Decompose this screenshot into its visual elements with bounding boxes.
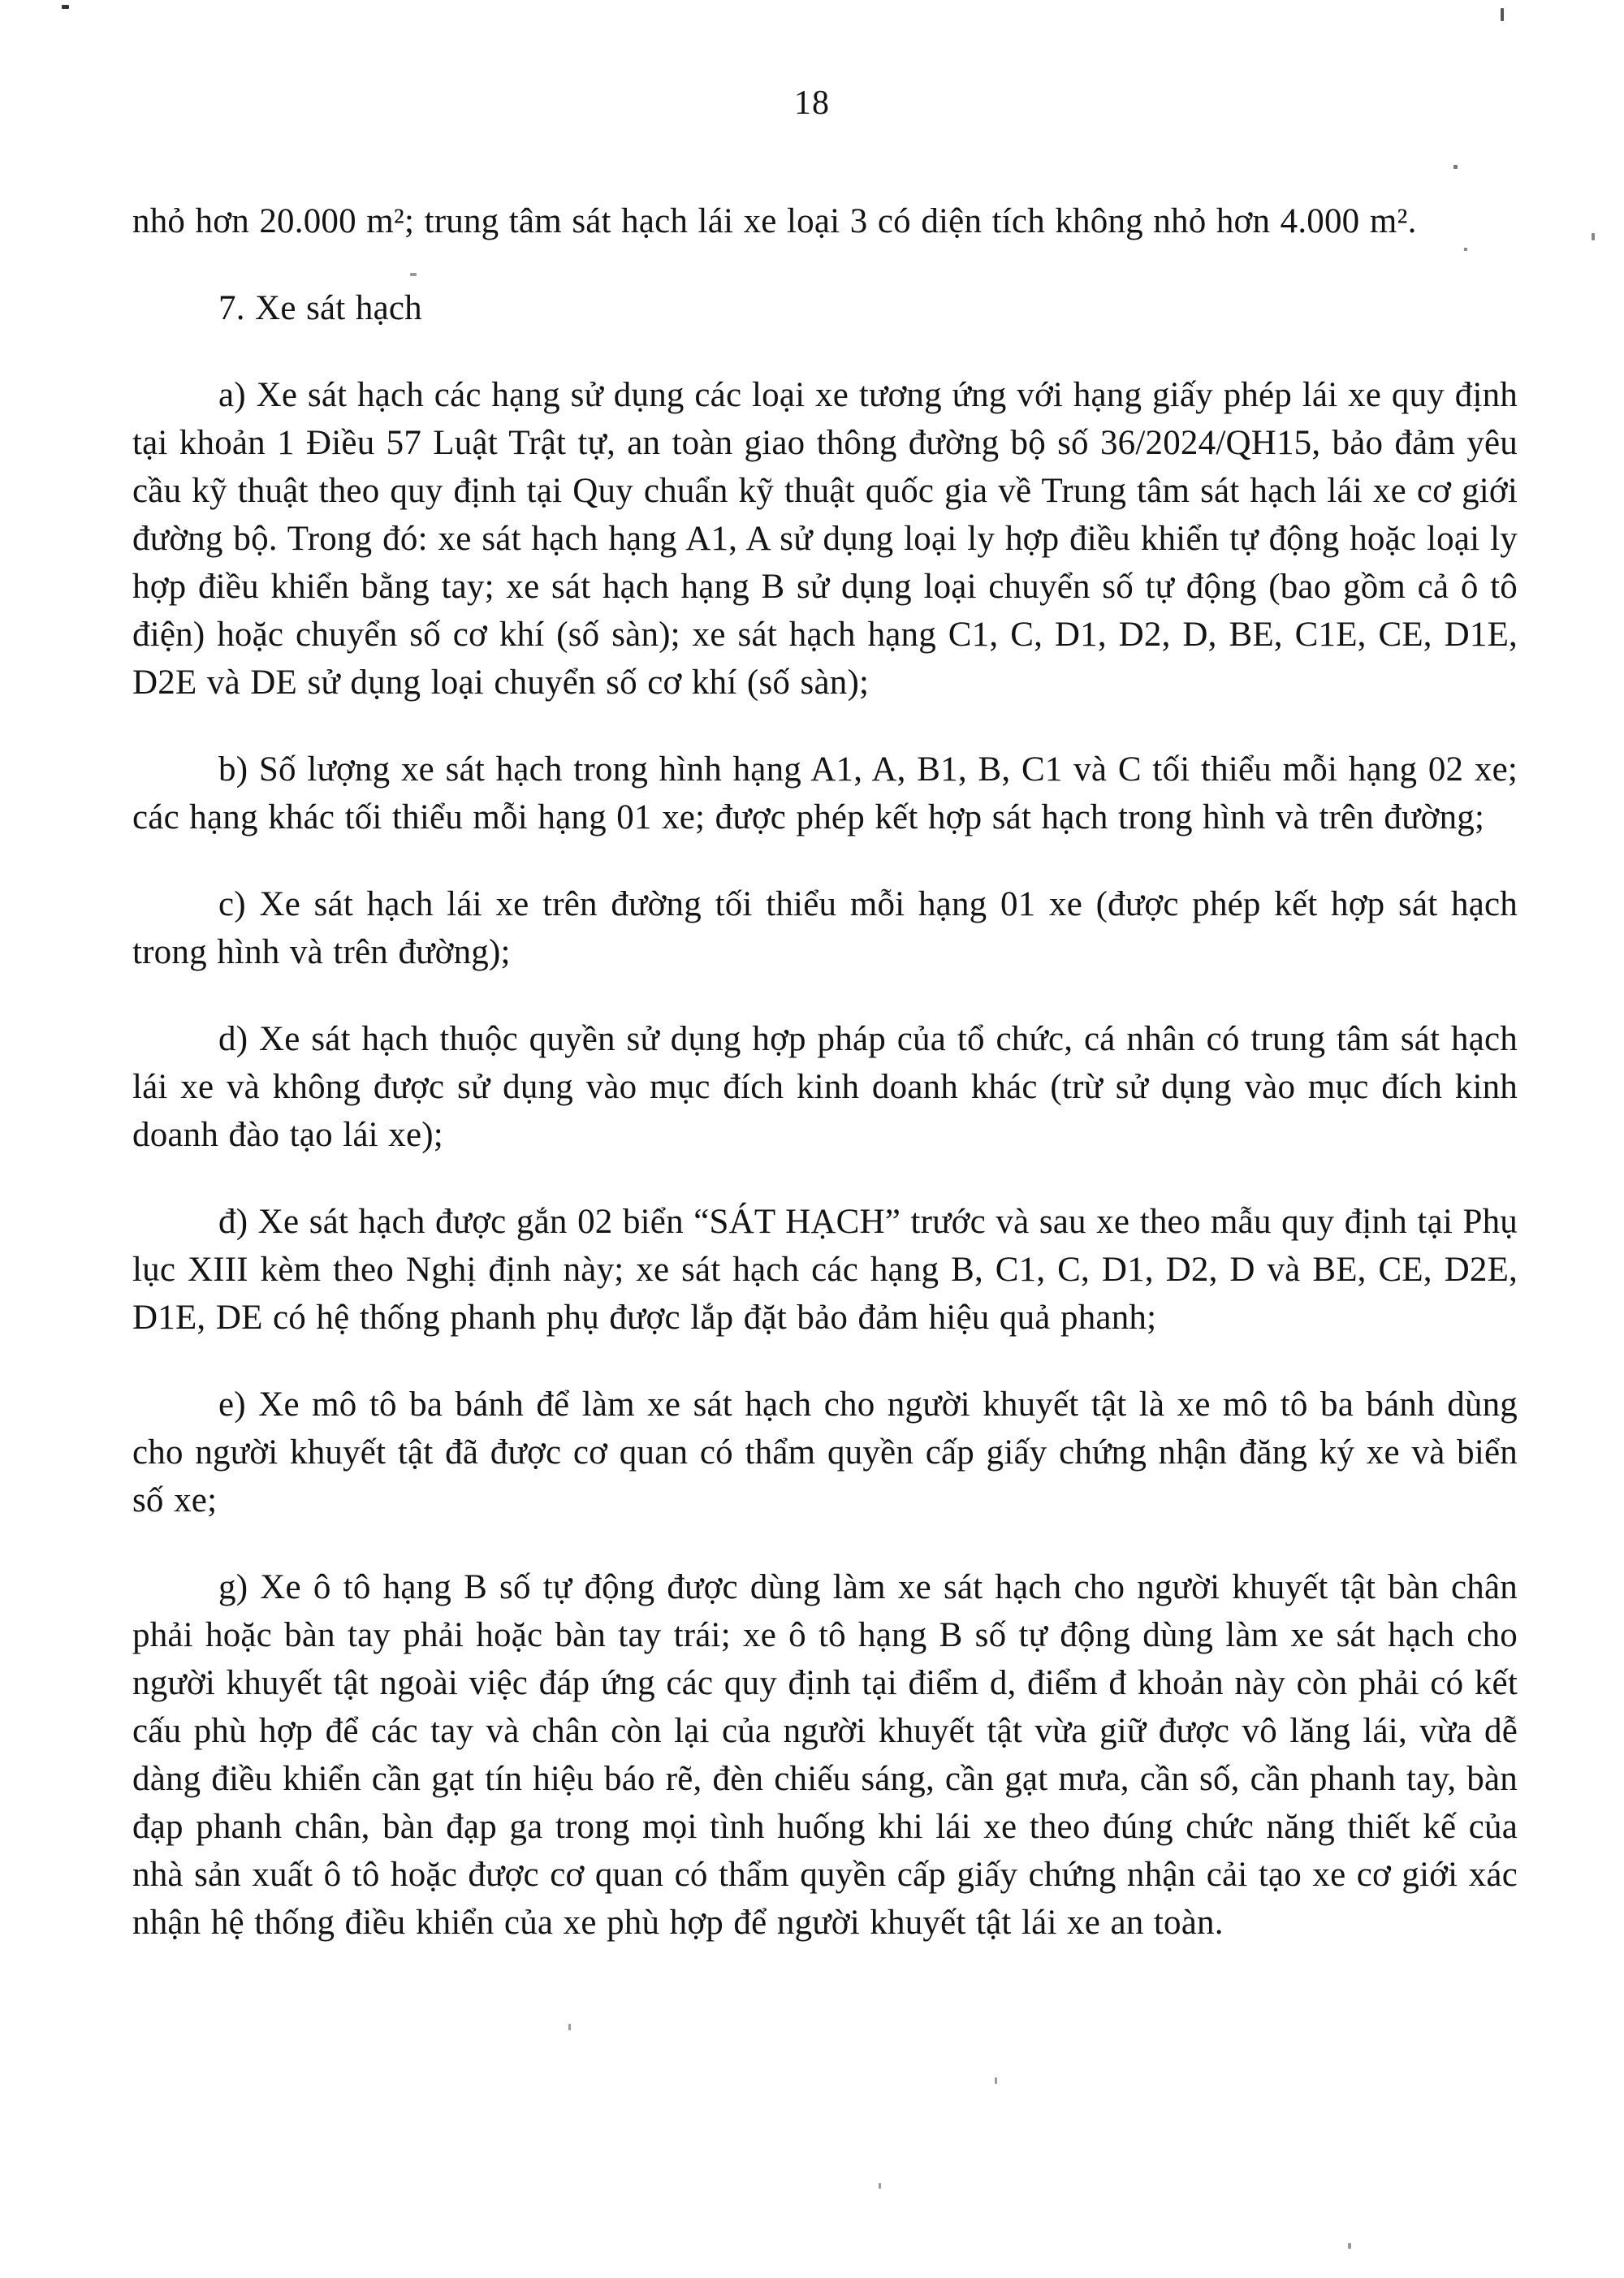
scan-artifact — [1464, 248, 1467, 251]
scan-artifact — [1592, 233, 1595, 240]
scan-artifact — [1501, 8, 1504, 21]
scan-artifact — [62, 5, 69, 9]
scan-artifact — [879, 2183, 881, 2189]
document-body — [132, 197, 1518, 1986]
paragraph-item-dd: đ) Xe sát hạch được gắn 02 biển “SÁT HẠCH” trước và sau xe theo mẫu quy định tại Phụ lục XIII kèm theo Nghị định này; xe sát hạch các hạng B, C1, C, D1, D2, D và BE, CE, D2E, D1E, DE có hệ thống phanh phụ được lắp đặt bảo đảm hiệu quả phanh; — [132, 1203, 1518, 1337]
paragraph-item-e: e) Xe mô tô ba bánh để làm xe sát hạch cho người khuyết tật là xe mô tô ba bánh dùng cho người khuyết tật đã được cơ quan có thẩm quyền cấp giấy chứng nhận đăng ký xe và biển số xe; — [132, 1385, 1518, 1519]
scan-artifact — [1348, 2243, 1351, 2249]
paragraph-item-b: b) Số lượng xe sát hạch trong hình hạng A1, A, B1, B, C1 và C tối thiểu mỗi hạng 02 xe; các hạng khác tối thiểu mỗi hạng 01 xe; được phép kết hợp sát hạch trong hình và trên đường; — [132, 750, 1518, 836]
paragraph-continuation: nhỏ hơn 20.000 m²; trung tâm sát hạch lái xe loại 3 có diện tích không nhỏ hơn 4.000 m². — [132, 202, 1417, 240]
paragraph-item-a: a) Xe sát hạch các hạng sử dụng các loại xe tương ứng với hạng giấy phép lái xe quy định tại khoản 1 Điều 57 Luật Trật tự, an toàn giao thông đường bộ số 36/2024/QH15, bảo đảm yêu cầu kỹ thuật theo quy định tại Quy chuẩn kỹ thuật quốc gia về Trung tâm sát hạch lái xe cơ giới đường bộ. Trong đó: xe sát hạch hạng A1, A sử dụng loại ly hợp điều khiển tự động hoặc loại ly hợp điều khiển bằng tay; xe sát hạch hạng B sử dụng loại chuyển số tự động (bao gồm cả ô tô điện) hoặc chuyển số cơ khí (số sàn); xe sát hạch hạng C1, C, D1, D2, D, BE, C1E, CE, D1E, D2E và DE sử dụng loại chuyển số cơ khí (số sàn); — [132, 376, 1518, 702]
paragraph-item-c: c) Xe sát hạch lái xe trên đường tối thiểu mỗi hạng 01 xe (được phép kết hợp sát hạch trong hình và trên đường); — [132, 885, 1518, 971]
scan-artifact — [1453, 165, 1458, 169]
paragraph-item-7: 7. Xe sát hạch — [218, 289, 422, 327]
scan-artifact — [995, 2077, 997, 2084]
page-number: 18 — [794, 84, 830, 122]
paragraph-item-d: d) Xe sát hạch thuộc quyền sử dụng hợp pháp của tổ chức, cá nhân có trung tâm sát hạch lái xe và không được sử dụng vào mục đích kinh doanh khác (trừ sử dụng vào mục đích kinh doanh đào tạo lái xe); — [132, 1020, 1518, 1154]
scan-artifact — [568, 2024, 571, 2030]
paragraph-item-g: g) Xe ô tô hạng B số tự động được dùng làm xe sát hạch cho người khuyết tật bàn chân phải hoặc bàn tay phải hoặc bàn tay trái; xe ô tô hạng B số tự động dùng làm xe sát hạch cho người khuyết tật ngoài việc đáp ứng các quy định tại điểm d, điểm đ khoản này còn phải có kết cấu phù hợp để các tay và chân còn lại của người khuyết tật vừa giữ được vô lăng lái, vừa dễ dàng điều khiển cần gạt tín hiệu báo rẽ, đèn chiếu sáng, cần gạt mưa, cần số, cần phanh tay, bàn đạp phanh chân, bàn đạp ga trong mọi tình huống khi lái xe theo đúng chức năng thiết kế của nhà sản xuất ô tô hoặc được cơ quan có thẩm quyền cấp giấy chứng nhận cải tạo xe cơ giới xác nhận hệ thống điều khiển của xe phù hợp để người khuyết tật lái xe an toàn. — [132, 1568, 1518, 1942]
scan-artifact — [410, 273, 417, 276]
